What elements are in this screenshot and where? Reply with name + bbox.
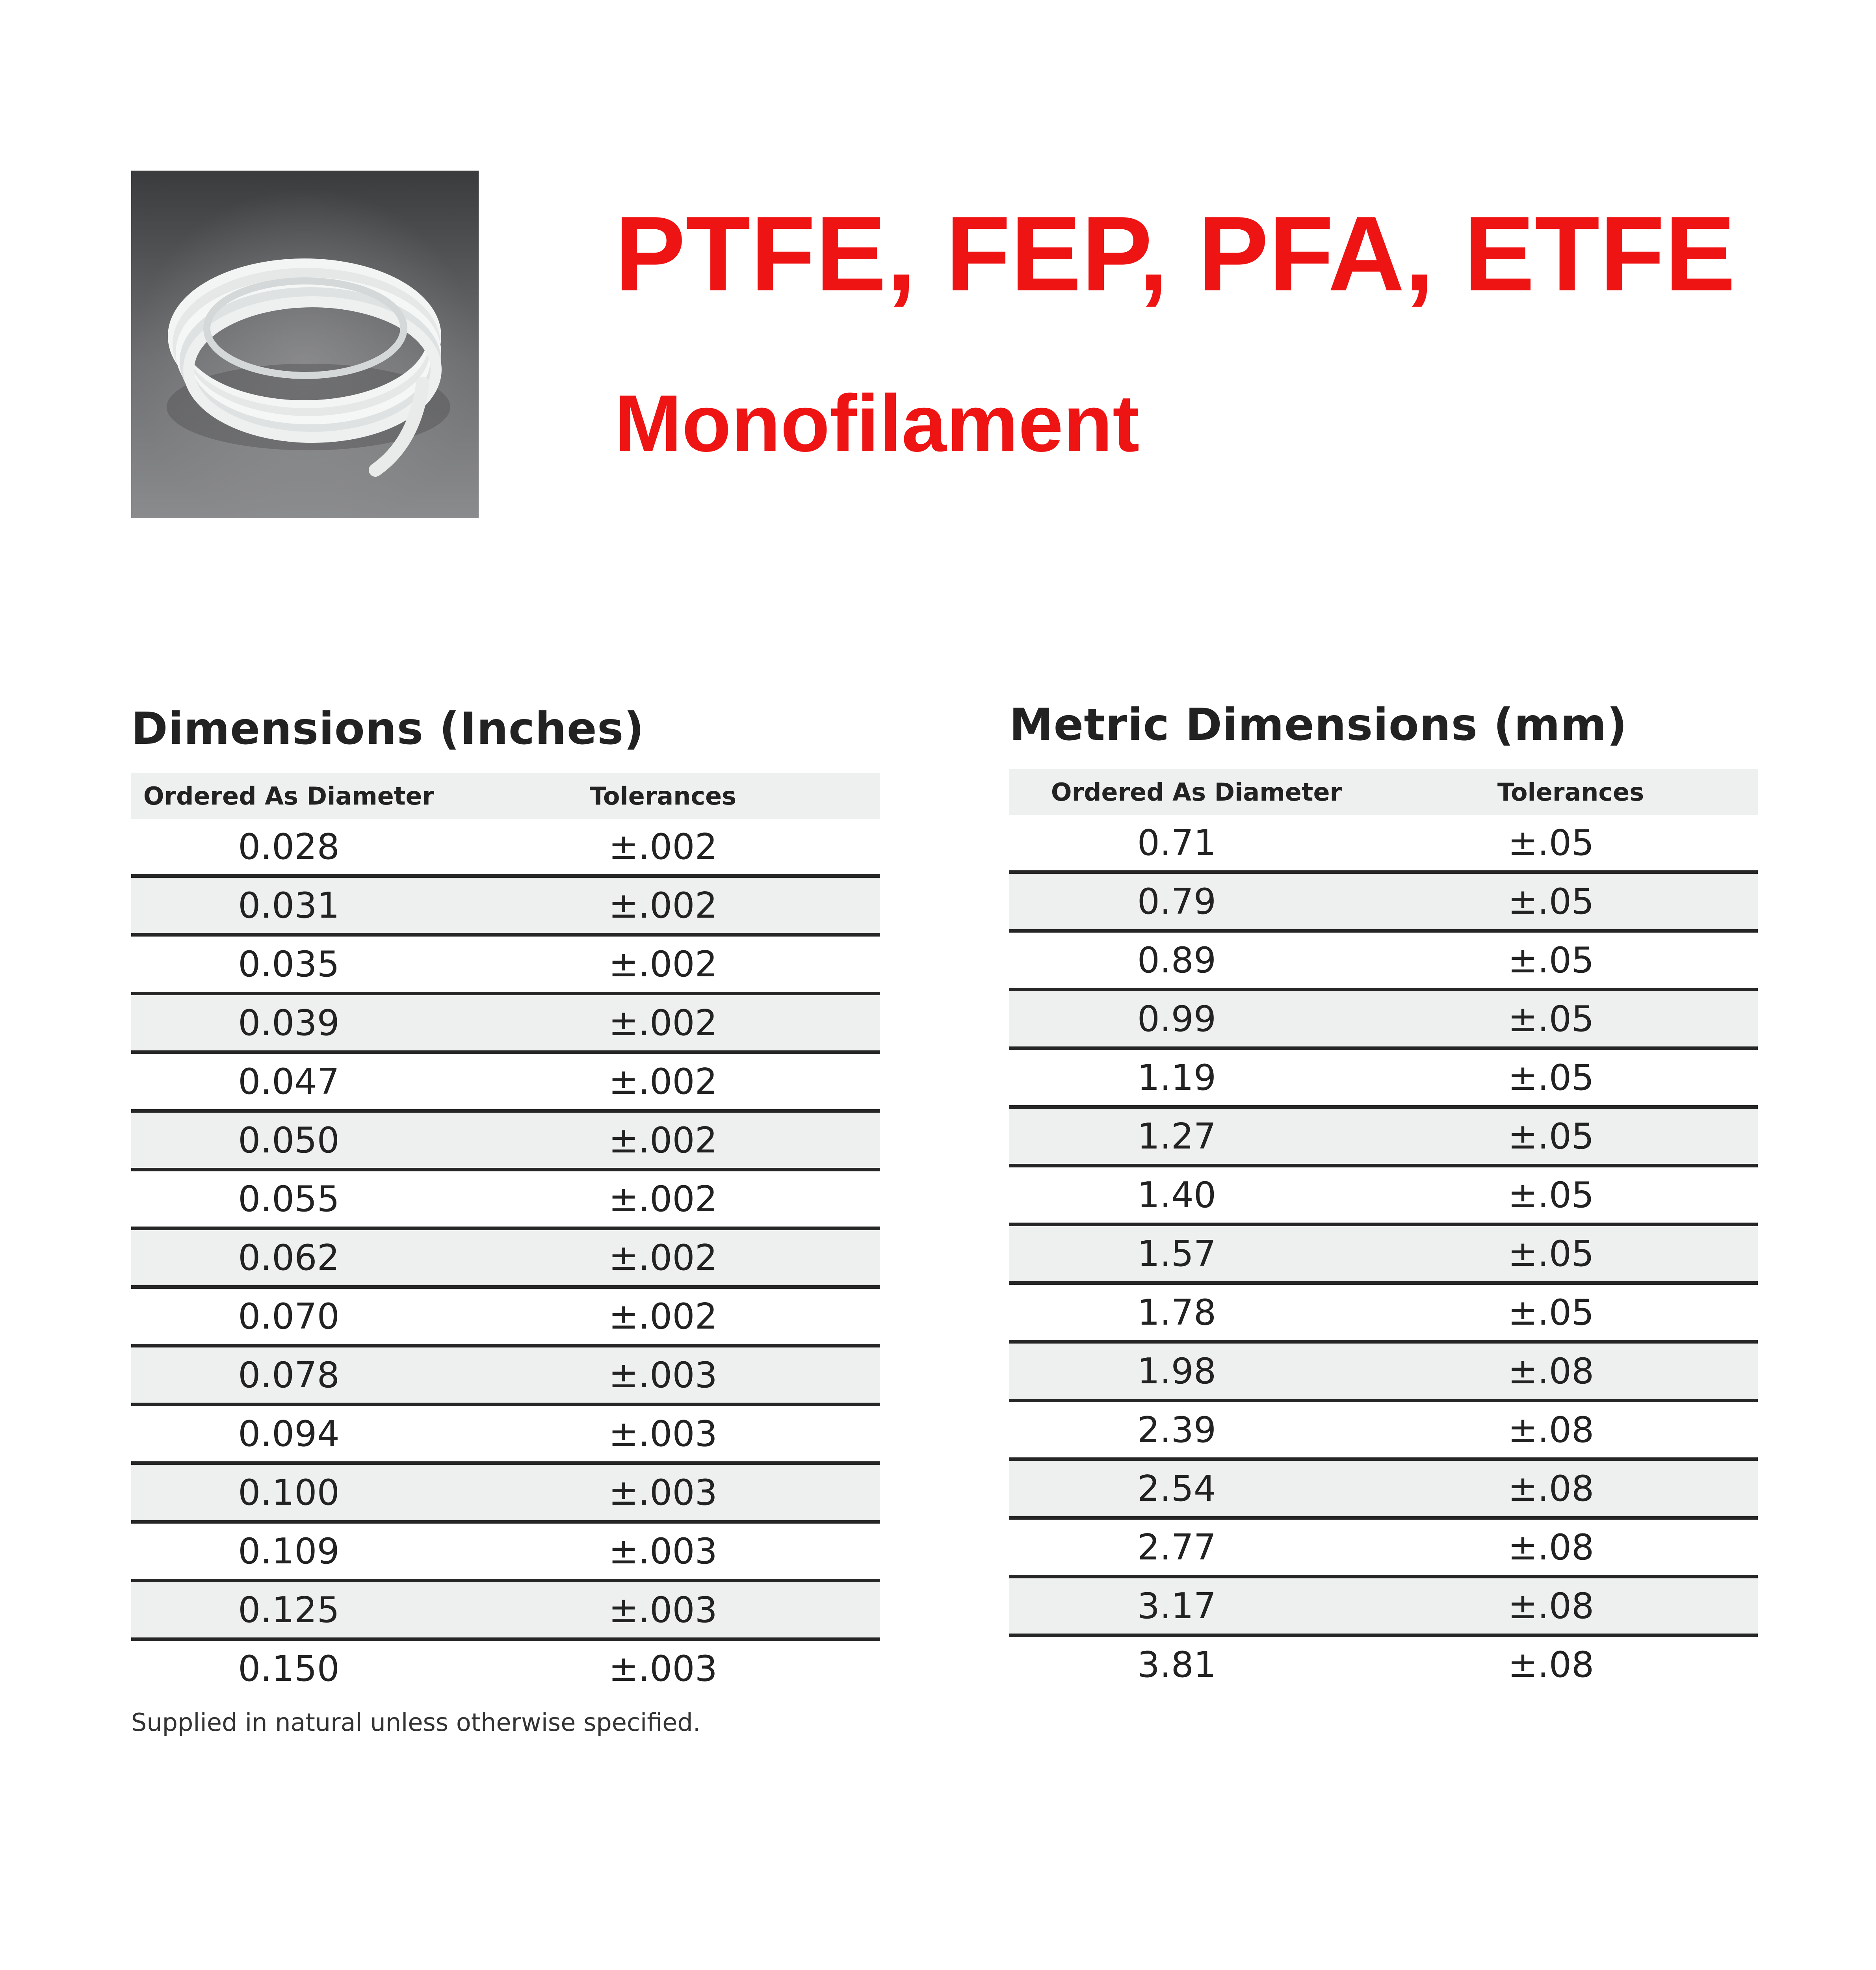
tolerance-cell: ±.002 [609,943,717,985]
table-row [1009,1520,1758,1578]
tolerance-cell: ±.05 [1508,998,1594,1040]
diameter-cell: 0.89 [1137,939,1217,981]
inches-table-header [131,773,880,819]
table-row [1009,1109,1758,1167]
table-row [131,1171,880,1230]
diameter-cell: 0.050 [238,1119,340,1161]
column-header-diameter: Ordered As Diameter [1051,777,1342,807]
footnote: Supplied in natural unless otherwise specified. [131,1708,701,1737]
table-row [1009,1050,1758,1109]
table-row [1009,1461,1758,1520]
diameter-cell: 0.094 [238,1413,340,1455]
tolerance-cell: ±.003 [609,1530,717,1572]
metric-table [1009,695,1758,1692]
tolerance-cell: ±.05 [1508,1174,1594,1216]
diameter-cell: 0.035 [238,943,340,985]
product-photo [131,171,479,518]
tolerance-cell: ±.002 [609,1119,717,1161]
tolerance-cell: ±.08 [1508,1350,1594,1392]
table-row [131,995,880,1054]
diameter-cell: 0.062 [238,1237,340,1279]
tolerance-cell: ±.05 [1508,1057,1594,1098]
tolerance-cell: ±.002 [609,1178,717,1220]
table-row [131,1230,880,1289]
tolerance-cell: ±.002 [609,826,717,868]
product-subtitle: Monofilament [615,378,1140,468]
table-row [131,1289,880,1347]
table-row [131,878,880,937]
tolerance-cell: ±.002 [609,885,717,926]
table-row [1009,1578,1758,1637]
diameter-cell: 0.100 [238,1472,340,1513]
table-row [131,937,880,995]
table-row [1009,1226,1758,1285]
diameter-cell: 0.109 [238,1530,340,1572]
diameter-cell: 0.028 [238,826,340,868]
tolerance-cell: ±.05 [1508,881,1594,922]
tolerance-cell: ±.05 [1508,1233,1594,1275]
tolerance-cell: ±.05 [1508,822,1594,864]
table-row [1009,1402,1758,1461]
table-row [131,1054,880,1113]
diameter-cell: 0.99 [1137,998,1217,1040]
tolerance-cell: ±.003 [609,1413,717,1455]
tolerance-cell: ±.002 [609,1061,717,1102]
diameter-cell: 3.81 [1137,1644,1217,1686]
diameter-cell: 2.77 [1137,1526,1217,1568]
table-row [131,819,880,878]
diameter-cell: 1.78 [1137,1292,1217,1333]
table-row [131,1641,880,1696]
table-row [1009,815,1758,874]
diameter-cell: 0.031 [238,885,340,926]
tolerance-cell: ±.003 [609,1648,717,1689]
tolerance-cell: ±.05 [1508,1292,1594,1333]
tolerance-cell: ±.002 [609,1002,717,1044]
diameter-cell: 0.125 [238,1589,340,1631]
tolerance-cell: ±.003 [609,1354,717,1396]
tolerance-cell: ±.003 [609,1589,717,1631]
diameter-cell: 1.57 [1137,1233,1217,1275]
table-row [131,1406,880,1465]
diameter-cell: 1.27 [1137,1115,1217,1157]
table-row [1009,1285,1758,1344]
diameter-cell: 0.070 [238,1295,340,1337]
table-row [131,1465,880,1524]
table-row [1009,991,1758,1050]
column-header-tolerances: Tolerances [1497,777,1644,807]
diameter-cell: 2.39 [1137,1409,1217,1451]
table-row [131,1347,880,1406]
table-row [1009,1167,1758,1226]
table-row [131,1582,880,1641]
diameter-cell: 1.40 [1137,1174,1217,1216]
table-row [1009,874,1758,933]
inches-table-heading: Dimensions (Inches) [131,703,645,755]
metric-table-heading: Metric Dimensions (mm) [1009,699,1627,751]
tolerance-cell: ±.08 [1508,1468,1594,1509]
diameter-cell: 0.047 [238,1061,340,1102]
product-title: PTFE, FEP, PFA, ETFE [615,195,1736,313]
diameter-cell: 2.54 [1137,1468,1217,1509]
table-row [1009,1344,1758,1402]
metric-table-header [1009,769,1758,815]
inches-table [131,699,880,1696]
tolerance-cell: ±.08 [1508,1585,1594,1627]
diameter-cell: 0.71 [1137,822,1217,864]
tolerance-cell: ±.002 [609,1237,717,1279]
diameter-cell: 1.98 [1137,1350,1217,1392]
diameter-cell: 0.79 [1137,881,1217,922]
tolerance-cell: ±.05 [1508,1115,1594,1157]
tolerance-cell: ±.08 [1508,1644,1594,1686]
table-row [131,1524,880,1582]
tolerance-cell: ±.003 [609,1472,717,1513]
tolerance-cell: ±.002 [609,1295,717,1337]
diameter-cell: 0.039 [238,1002,340,1044]
diameter-cell: 0.055 [238,1178,340,1220]
table-row [131,1113,880,1171]
diameter-cell: 0.078 [238,1354,340,1396]
table-row [1009,933,1758,991]
diameter-cell: 0.150 [238,1648,340,1689]
column-header-diameter: Ordered As Diameter [143,781,435,810]
tolerance-cell: ±.08 [1508,1409,1594,1451]
diameter-cell: 3.17 [1137,1585,1217,1627]
tolerance-cell: ±.08 [1508,1526,1594,1568]
table-row [1009,1637,1758,1692]
tolerance-cell: ±.05 [1508,939,1594,981]
column-header-tolerances: Tolerances [589,781,737,810]
diameter-cell: 1.19 [1137,1057,1217,1098]
